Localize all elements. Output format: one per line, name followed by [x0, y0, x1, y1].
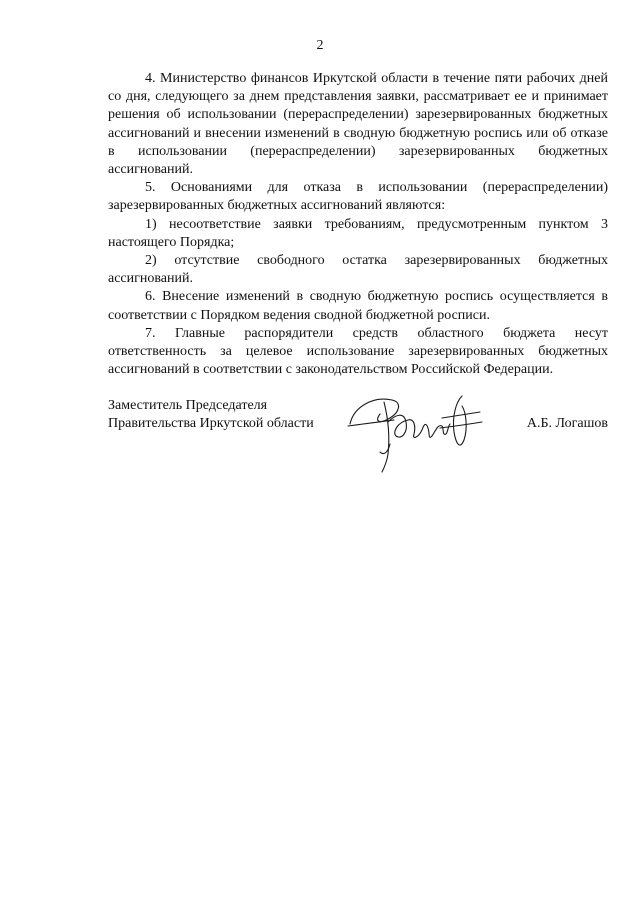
signature-block — [108, 397, 608, 477]
signer-name: А.Б. Логашов — [526, 416, 608, 431]
signer-position — [108, 397, 314, 433]
signer-position-line-1: Заместитель Председателя — [108, 398, 268, 413]
handwritten-signature — [344, 392, 484, 474]
paragraph-7: 7. Главные распорядители средств областного бюджета несут ответственность за целевое использование зарезервированных бюджетных ассигнований в соответствии с законодательством Российской Федерации. — [108, 325, 608, 378]
paragraph-5-item-2: 2) отсутствие свободного остатка зарезервированных бюджетных ассигнований. — [108, 253, 608, 287]
paragraph-5: 5. Основаниями для отказа в использовании (перераспределении) зарезервированных бюджетных ассигнований являются: — [108, 180, 608, 214]
document-body — [108, 70, 608, 379]
paragraph-4: 4. Министерство финансов Иркутской области в течение пяти рабочих дней со дня, следующего за днем представления заявки, рассматривает ее и принимает решения об использовании (перераспределении) зарезервированных бюджетных ассигнований и внесении изменений в сводную бюджетную роспись или об отказе в использовании (перераспределении) зарезервированных бюджетных ассигнований. — [108, 71, 608, 178]
paragraph-5-item-1: 1) несоответствие заявки требованиям, предусмотренным пунктом 3 настоящего Порядка; — [108, 216, 608, 250]
paragraph-6: 6. Внесение изменений в сводную бюджетную роспись осуществляется в соответствии с Порядком ведения сводной бюджетной росписи. — [108, 289, 608, 323]
signer-position-line-2: Правительства Иркутской области — [108, 416, 314, 432]
page-number: 2 — [316, 38, 324, 53]
